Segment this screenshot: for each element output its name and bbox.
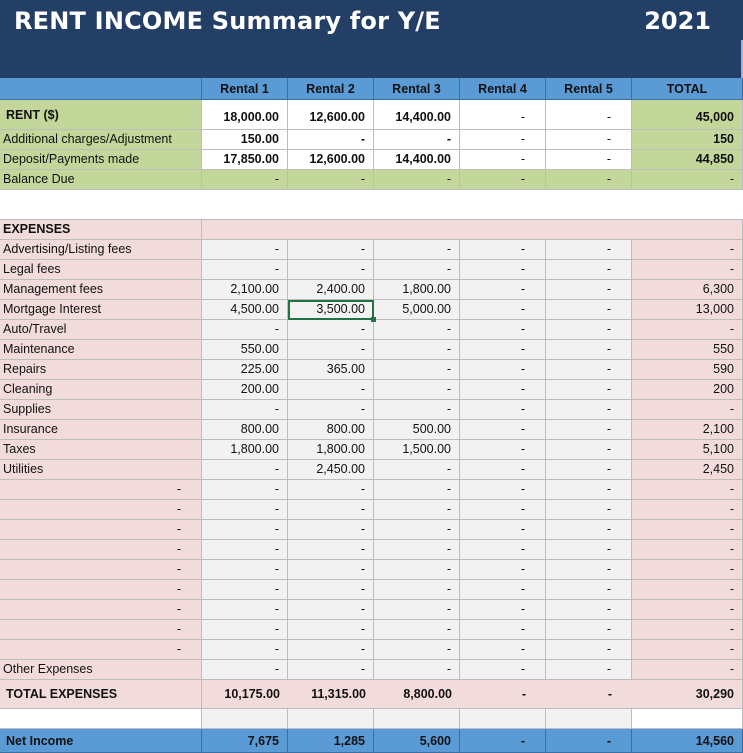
cell-rental-1[interactable]: 18,000.00: [202, 100, 288, 130]
row-label[interactable]: Maintenance: [0, 340, 202, 360]
row-label[interactable]: Balance Due: [0, 170, 202, 190]
cell-rental-4[interactable]: -: [460, 620, 546, 640]
row-label[interactable]: -: [0, 500, 202, 520]
cell-rental-5[interactable]: -: [546, 560, 632, 580]
cell-rental-5[interactable]: -: [546, 580, 632, 600]
blank-cell[interactable]: [0, 190, 743, 220]
cell-rental-1[interactable]: -: [202, 240, 288, 260]
cell-rental-3[interactable]: -: [374, 580, 460, 600]
expense-row: [0, 580, 743, 600]
cell-rental-1[interactable]: -: [202, 260, 288, 280]
cell-rental-2[interactable]: -: [288, 540, 374, 560]
blank-row: [0, 190, 743, 220]
cell-rental-1[interactable]: 550.00: [202, 340, 288, 360]
expense-row: [0, 460, 743, 480]
cell-total[interactable]: -: [632, 540, 743, 560]
title-banner: [0, 0, 743, 78]
cell-rental-5[interactable]: -: [546, 500, 632, 520]
cell-rental-2[interactable]: -: [288, 580, 374, 600]
cell-rental-1[interactable]: -: [202, 500, 288, 520]
cell-rental-3[interactable]: -: [374, 320, 460, 340]
total-expenses-rental-2[interactable]: 11,315.00: [288, 680, 374, 709]
rent-section: [0, 100, 743, 190]
cell-total[interactable]: -: [632, 260, 743, 280]
cell-rental-4[interactable]: -: [460, 640, 546, 660]
expenses-section: [0, 240, 743, 680]
cell-rental-3[interactable]: -: [374, 260, 460, 280]
cell-rental-5[interactable]: -: [546, 400, 632, 420]
expense-row: [0, 360, 743, 380]
cell-rental-4[interactable]: -: [460, 380, 546, 400]
expense-row: [0, 380, 743, 400]
cell-rental-1[interactable]: 17,850.00: [202, 150, 288, 170]
data-grid: [0, 78, 743, 753]
cell-total[interactable]: -: [632, 560, 743, 580]
rent-row: [0, 150, 743, 170]
cell-rental-4[interactable]: -: [460, 540, 546, 560]
spacer-cell[interactable]: [374, 709, 460, 729]
cell-rental-5[interactable]: -: [546, 660, 632, 680]
row-label[interactable]: -: [0, 580, 202, 600]
cell-rental-3[interactable]: -: [374, 600, 460, 620]
cell-rental-4[interactable]: -: [460, 300, 546, 320]
column-header-rental-1[interactable]: Rental 1: [202, 78, 288, 100]
expense-row: [0, 640, 743, 660]
row-label[interactable]: -: [0, 520, 202, 540]
cell-total[interactable]: 13,000: [632, 300, 743, 320]
net-income-total[interactable]: 14,560: [632, 729, 743, 753]
cell-rental-1[interactable]: -: [202, 170, 288, 190]
cell-rental-3[interactable]: -: [374, 540, 460, 560]
cell-total[interactable]: -: [632, 520, 743, 540]
cell-total[interactable]: -: [632, 580, 743, 600]
expense-row: [0, 440, 743, 460]
spacer-cell[interactable]: [288, 709, 374, 729]
net-income-rental-2[interactable]: 1,285: [288, 729, 374, 753]
expense-row: [0, 620, 743, 640]
cell-total[interactable]: 200: [632, 380, 743, 400]
expense-row: [0, 480, 743, 500]
cell-rental-2[interactable]: 2,400.00: [288, 280, 374, 300]
total-expenses-rental-3[interactable]: 8,800.00: [374, 680, 460, 709]
cell-total[interactable]: -: [632, 660, 743, 680]
rent-row: [0, 170, 743, 190]
cell-rental-4[interactable]: -: [460, 600, 546, 620]
cell-rental-5[interactable]: -: [546, 170, 632, 190]
total-expenses-row: [0, 680, 743, 709]
cell-rental-2[interactable]: -: [288, 400, 374, 420]
cell-rental-5[interactable]: -: [546, 300, 632, 320]
total-expenses-label[interactable]: TOTAL EXPENSES: [0, 680, 202, 709]
cell-rental-1[interactable]: -: [202, 320, 288, 340]
cell-rental-5[interactable]: -: [546, 380, 632, 400]
cell-rental-4[interactable]: -: [460, 440, 546, 460]
cell-rental-3[interactable]: -: [374, 640, 460, 660]
cell-rental-4[interactable]: -: [460, 500, 546, 520]
cell-rental-4[interactable]: -: [460, 150, 546, 170]
cell-rental-5[interactable]: -: [546, 360, 632, 380]
cell-total[interactable]: -: [632, 600, 743, 620]
total-expenses-total[interactable]: 30,290: [632, 680, 743, 709]
total-expenses-rental-4[interactable]: -: [460, 680, 546, 709]
cell-rental-1[interactable]: 4,500.00: [202, 300, 288, 320]
cell-rental-5[interactable]: -: [546, 320, 632, 340]
cell-rental-5[interactable]: -: [546, 480, 632, 500]
cell-rental-3[interactable]: -: [374, 620, 460, 640]
cell-rental-2[interactable]: 2,450.00: [288, 460, 374, 480]
row-label[interactable]: -: [0, 480, 202, 500]
cell-rental-3[interactable]: -: [374, 560, 460, 580]
cell-rental-3[interactable]: -: [374, 130, 460, 150]
cell-rental-3[interactable]: -: [374, 500, 460, 520]
expense-row: [0, 280, 743, 300]
cell-rental-2[interactable]: -: [288, 600, 374, 620]
net-income-rental-4[interactable]: -: [460, 729, 546, 753]
cell-rental-5[interactable]: -: [546, 100, 632, 130]
cell-total[interactable]: -: [632, 400, 743, 420]
cell-rental-2[interactable]: -: [288, 500, 374, 520]
cell-rental-4[interactable]: -: [460, 320, 546, 340]
cell-rental-2[interactable]: -: [288, 560, 374, 580]
row-label[interactable]: Advertising/Listing fees: [0, 240, 202, 260]
cell-rental-5[interactable]: -: [546, 240, 632, 260]
cell-rental-2[interactable]: 365.00: [288, 360, 374, 380]
cell-rental-1[interactable]: -: [202, 460, 288, 480]
row-label[interactable]: -: [0, 600, 202, 620]
cell-rental-2[interactable]: -: [288, 480, 374, 500]
cell-rental-5[interactable]: -: [546, 440, 632, 460]
cell-total[interactable]: -: [632, 620, 743, 640]
cell-rental-4[interactable]: -: [460, 420, 546, 440]
cell-rental-5[interactable]: -: [546, 640, 632, 660]
cell-rental-2[interactable]: 1,800.00: [288, 440, 374, 460]
cell-rental-4[interactable]: -: [460, 660, 546, 680]
row-label[interactable]: -: [0, 640, 202, 660]
cell-rental-5[interactable]: -: [546, 130, 632, 150]
cell-rental-5[interactable]: -: [546, 340, 632, 360]
cell-rental-2[interactable]: -: [288, 340, 374, 360]
cell-rental-2[interactable]: -: [288, 240, 374, 260]
expense-row: [0, 400, 743, 420]
cell-rental-4[interactable]: -: [460, 130, 546, 150]
cell-rental-4[interactable]: -: [460, 260, 546, 280]
cell-rental-5[interactable]: -: [546, 520, 632, 540]
expense-row: [0, 660, 743, 680]
cell-rental-3[interactable]: -: [374, 380, 460, 400]
row-label[interactable]: -: [0, 540, 202, 560]
row-label[interactable]: Legal fees: [0, 260, 202, 280]
cell-rental-4[interactable]: -: [460, 400, 546, 420]
cell-rental-3[interactable]: -: [374, 460, 460, 480]
cell-rental-1[interactable]: -: [202, 520, 288, 540]
expenses-heading-fill[interactable]: [460, 220, 546, 240]
spacer-cell[interactable]: [0, 709, 202, 729]
cell-rental-1[interactable]: -: [202, 580, 288, 600]
cell-rental-1[interactable]: 2,100.00: [202, 280, 288, 300]
cell-total[interactable]: -: [632, 170, 743, 190]
cell-rental-2[interactable]: -: [288, 660, 374, 680]
rent-row: [0, 130, 743, 150]
cell-rental-4[interactable]: -: [460, 240, 546, 260]
cell-rental-3[interactable]: -: [374, 400, 460, 420]
net-income-label[interactable]: Net Income: [0, 729, 202, 753]
row-label[interactable]: -: [0, 620, 202, 640]
row-label[interactable]: Management fees: [0, 280, 202, 300]
cell-rental-3[interactable]: 1,800.00: [374, 280, 460, 300]
cell-rental-3[interactable]: -: [374, 480, 460, 500]
cell-rental-2[interactable]: -: [288, 620, 374, 640]
cell-rental-1[interactable]: -: [202, 620, 288, 640]
expense-row: [0, 600, 743, 620]
column-header-rental-2[interactable]: Rental 2: [288, 78, 374, 100]
cell-rental-1[interactable]: 1,800.00: [202, 440, 288, 460]
cell-rental-2[interactable]: 800.00: [288, 420, 374, 440]
cell-rental-2[interactable]: -: [288, 380, 374, 400]
expense-row: [0, 500, 743, 520]
cell-rental-2[interactable]: -: [288, 130, 374, 150]
cell-rental-3[interactable]: 1,500.00: [374, 440, 460, 460]
expense-row: [0, 320, 743, 340]
expense-row: [0, 420, 743, 440]
expenses-heading[interactable]: EXPENSES: [0, 220, 202, 240]
row-label[interactable]: RENT ($): [0, 100, 202, 130]
cell-rental-3[interactable]: 5,000.00: [374, 300, 460, 320]
cell-rental-3[interactable]: 14,400.00: [374, 100, 460, 130]
total-expenses-rental-1[interactable]: 10,175.00: [202, 680, 288, 709]
row-label[interactable]: Supplies: [0, 400, 202, 420]
expense-row: [0, 520, 743, 540]
cell-rental-3[interactable]: -: [374, 520, 460, 540]
cell-total[interactable]: 2,100: [632, 420, 743, 440]
cell-rental-1[interactable]: -: [202, 560, 288, 580]
spacer-cell[interactable]: [546, 709, 632, 729]
spacer-cell[interactable]: [460, 709, 546, 729]
column-header-rental-3[interactable]: Rental 3: [374, 78, 460, 100]
expenses-heading-fill[interactable]: [546, 220, 632, 240]
spacer-row: [0, 709, 743, 729]
cell-rental-5[interactable]: -: [546, 620, 632, 640]
expense-row: [0, 340, 743, 360]
row-label[interactable]: Other Expenses: [0, 660, 202, 680]
cell-rental-5[interactable]: -: [546, 420, 632, 440]
expenses-heading-fill[interactable]: [632, 220, 743, 240]
cell-rental-5[interactable]: -: [546, 600, 632, 620]
column-header-total[interactable]: TOTAL: [632, 78, 743, 100]
row-label[interactable]: Cleaning: [0, 380, 202, 400]
net-income-rental-1[interactable]: 7,675: [202, 729, 288, 753]
expense-row: [0, 560, 743, 580]
cell-rental-3[interactable]: -: [374, 340, 460, 360]
cell-rental-1[interactable]: 225.00: [202, 360, 288, 380]
cell-total[interactable]: -: [632, 240, 743, 260]
cell-total[interactable]: -: [632, 320, 743, 340]
cell-rental-5[interactable]: -: [546, 260, 632, 280]
cell-rental-2[interactable]: -: [288, 520, 374, 540]
cell-rental-4[interactable]: -: [460, 280, 546, 300]
cell-total[interactable]: 44,850: [632, 150, 743, 170]
cell-total[interactable]: 45,000: [632, 100, 743, 130]
cell-rental-2[interactable]: -: [288, 320, 374, 340]
cell-rental-3[interactable]: 14,400.00: [374, 150, 460, 170]
net-income-rental-3[interactable]: 5,600: [374, 729, 460, 753]
cell-rental-4[interactable]: -: [460, 100, 546, 130]
cell-rental-3[interactable]: -: [374, 660, 460, 680]
column-header-rental-5[interactable]: Rental 5: [546, 78, 632, 100]
column-header-row: [0, 78, 743, 100]
cell-rental-1[interactable]: -: [202, 640, 288, 660]
sheet-title: RENT INCOME Summary for Y/E: [14, 7, 441, 35]
cell-rental-2[interactable]: -: [288, 260, 374, 280]
cell-rental-1[interactable]: 150.00: [202, 130, 288, 150]
cell-rental-1[interactable]: -: [202, 660, 288, 680]
cell-rental-4[interactable]: -: [460, 360, 546, 380]
cell-total[interactable]: -: [632, 480, 743, 500]
cell-rental-4[interactable]: -: [460, 520, 546, 540]
row-label[interactable]: Utilities: [0, 460, 202, 480]
row-label[interactable]: Insurance: [0, 420, 202, 440]
cell-rental-4[interactable]: -: [460, 480, 546, 500]
row-label[interactable]: Taxes: [0, 440, 202, 460]
cell-rental-3[interactable]: 500.00: [374, 420, 460, 440]
net-income-rental-5[interactable]: -: [546, 729, 632, 753]
cell-rental-4[interactable]: -: [460, 580, 546, 600]
cell-total[interactable]: 2,450: [632, 460, 743, 480]
cell-rental-5[interactable]: -: [546, 540, 632, 560]
expenses-heading-row: [0, 220, 743, 240]
cell-rental-1[interactable]: 800.00: [202, 420, 288, 440]
cell-rental-2[interactable]: -: [288, 170, 374, 190]
rent-row: [0, 100, 743, 130]
cell-rental-5[interactable]: -: [546, 280, 632, 300]
cell-rental-4[interactable]: -: [460, 340, 546, 360]
row-label[interactable]: Auto/Travel: [0, 320, 202, 340]
row-label[interactable]: Repairs: [0, 360, 202, 380]
cell-total[interactable]: 5,100: [632, 440, 743, 460]
cell-rental-1[interactable]: -: [202, 540, 288, 560]
fill-handle[interactable]: [371, 317, 376, 322]
cell-total[interactable]: 550: [632, 340, 743, 360]
cell-rental-1[interactable]: 200.00: [202, 380, 288, 400]
cell-total[interactable]: 6,300: [632, 280, 743, 300]
cell-total[interactable]: 590: [632, 360, 743, 380]
expense-row: [0, 240, 743, 260]
header-label-cell[interactable]: [0, 78, 202, 100]
cell-rental-4[interactable]: -: [460, 560, 546, 580]
total-expenses-rental-5[interactable]: -: [546, 680, 632, 709]
cell-rental-1[interactable]: -: [202, 600, 288, 620]
expenses-heading-fill[interactable]: [374, 220, 460, 240]
cell-rental-3[interactable]: -: [374, 240, 460, 260]
sheet-year: 2021: [644, 7, 711, 35]
expenses-heading-fill[interactable]: [288, 220, 374, 240]
cell-rental-3[interactable]: -: [374, 360, 460, 380]
cell-total[interactable]: -: [632, 640, 743, 660]
selected-cell[interactable]: 3,500.00: [288, 300, 374, 320]
cell-rental-2[interactable]: -: [288, 640, 374, 660]
cell-rental-4[interactable]: -: [460, 460, 546, 480]
cell-rental-4[interactable]: -: [460, 170, 546, 190]
net-income-row: [0, 729, 743, 753]
cell-rental-1[interactable]: -: [202, 400, 288, 420]
expense-row: [0, 540, 743, 560]
expense-row: [0, 260, 743, 280]
row-label[interactable]: -: [0, 560, 202, 580]
cell-rental-3[interactable]: -: [374, 170, 460, 190]
cell-rental-5[interactable]: -: [546, 150, 632, 170]
cell-rental-5[interactable]: -: [546, 460, 632, 480]
row-label[interactable]: Deposit/Payments made: [0, 150, 202, 170]
row-label[interactable]: Additional charges/Adjustment: [0, 130, 202, 150]
cell-rental-2[interactable]: 12,600.00: [288, 100, 374, 130]
cell-total[interactable]: -: [632, 500, 743, 520]
column-header-rental-4[interactable]: Rental 4: [460, 78, 546, 100]
expense-row: [0, 300, 743, 320]
cell-rental-2[interactable]: 12,600.00: [288, 150, 374, 170]
spacer-cell[interactable]: [202, 709, 288, 729]
spacer-cell[interactable]: [632, 709, 743, 729]
expenses-heading-fill[interactable]: [202, 220, 288, 240]
cell-total[interactable]: 150: [632, 130, 743, 150]
cell-rental-1[interactable]: -: [202, 480, 288, 500]
row-label[interactable]: Mortgage Interest: [0, 300, 202, 320]
